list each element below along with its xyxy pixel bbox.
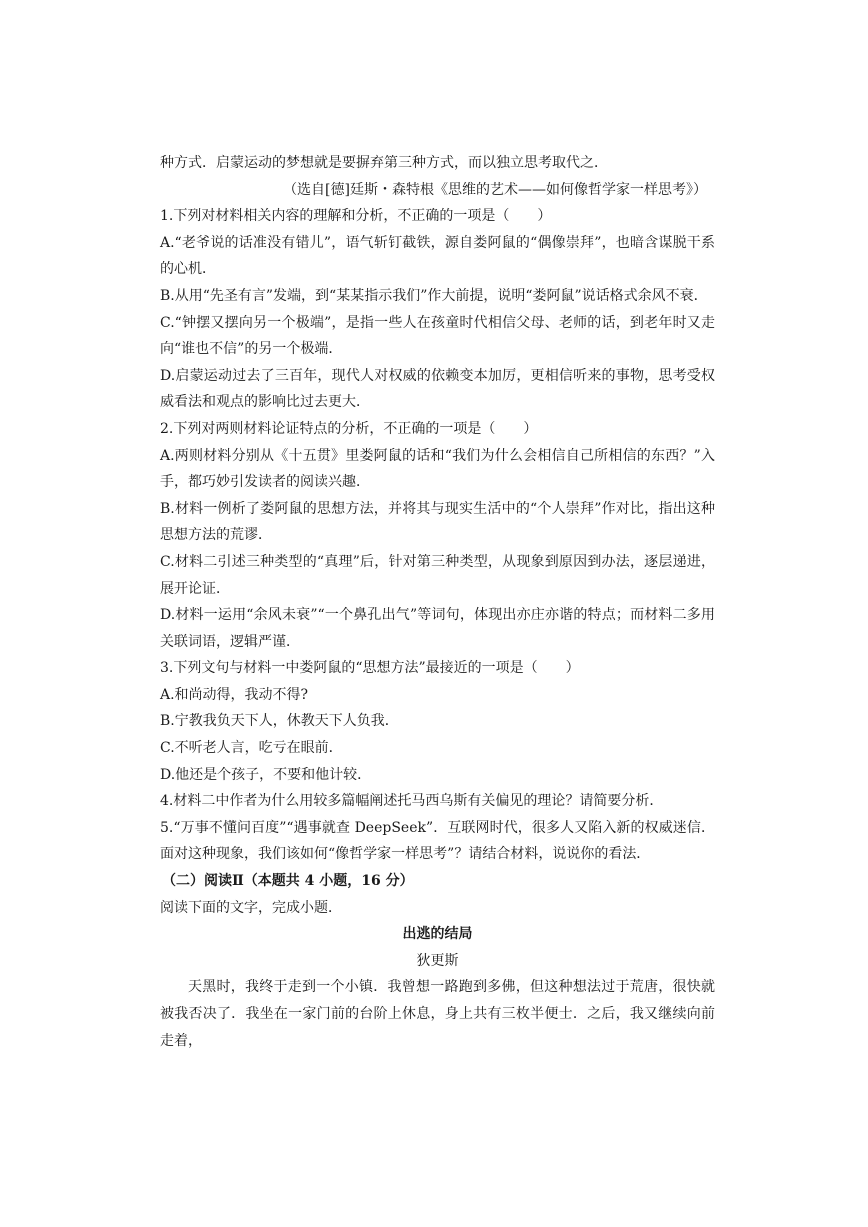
intro-line: 种方式．启蒙运动的梦想就是要摒弃第三种方式，而以独立思考取代之． [160,155,608,171]
question-2-option-c: C.材料二引述三种类型的“真理”后，针对第三种类型，从现象到原因到办法，逐层递进，展开论证． [160,553,715,597]
question-2-stem: 2.下列对两则材料论证特点的分析，不正确的一项是（ ） [160,420,538,437]
question-4: 4.材料二中作者为什么用较多篇幅阐述托马西乌斯有关偏见的理论？请简要分析． [160,793,664,810]
reading-instruction: 阅读下面的文字，完成小题． [160,899,342,916]
question-1-option-c: C.“钟摆又摆向另一个极端”，是指一些人在孩童时代相信父母、老师的话，到老年时又走向“谁也不信”的另一个极端． [160,314,715,358]
question-1 [160,203,715,416]
question-2 [160,416,715,655]
question-3-stem: 3.下列文句与材料一中娄阿鼠的“思想方法”最接近的一项是（ ） [160,660,580,677]
source-citation: （选自[德]廷斯・森特根《思维的艺术——如何像哲学家一样思考》） [283,181,707,198]
question-1-option-b: B.从用“先圣有言”发端，到“某某指示我们”作大前提，说明“娄阿鼠”说话格式余风不衰． [160,287,708,304]
section-heading: （二）阅读Ⅱ（本题共 4 小题，16 分） [162,873,414,890]
story-author: 狄更斯 [416,952,459,969]
question-1-stem: 1.下列对材料相关内容的理解和分析，不正确的一项是（ ） [160,208,552,225]
story-title: 出逃的结局 [402,926,473,943]
question-1-option-d: D.启蒙运动过去了三百年，现代人对权威的依赖变本加厉，更相信听来的事物，思考受权威看法和观点的影响比过去更大． [160,367,715,411]
question-3-option-d: D.他还是个孩子，不要和他计较． [160,766,372,783]
question-5: 5.“万事不懂问百度”“遇事就查 DeepSeek”．互联网时代，很多人又陷入新的权威迷信．面对这种现象，我们该如何“像哲学家一样思考”？请结合材料，说说你的看法． [160,819,715,863]
question-2-option-d: D.材料一运用“余风未衰”“一个鼻孔出气”等词句，体现出亦庄亦谐的特点；而材料二多用关联词语，逻辑严谨． [160,607,715,650]
question-2-option-b: B.材料一例析了娄阿鼠的思想方法，并将其与现实生活中的“个人崇拜”作对比，指出这种思想方法的荒谬． [160,500,715,544]
question-1-option-a: A.“老爷说的话准没有错儿”，语气斩钉截铁，源自娄阿鼠的“偶像崇拜”，也暗含谋脱干系的心机． [160,234,715,278]
story-paragraph: 天黑时，我终于走到一个小镇．我曾想一路跑到多佛，但这种想法过于荒唐，很快就被我否决了．我坐在一家门前的台阶上休息，身上共有三枚半便士．之后，我又继续向前走着， [160,979,715,1049]
question-3 [160,655,715,788]
page-content [160,150,715,1054]
question-3-option-c: C.不听老人言，吃亏在眼前． [160,740,343,757]
question-3-option-a: A.和尚动得，我动不得? [160,686,309,703]
question-2-option-a: A.两则材料分别从《十五贯》里娄阿鼠的话和“我们为什么会相信自己所相信的东西？”入手，都巧妙引发读者的阅读兴趣． [160,447,715,491]
question-3-option-b: B.宁教我负天下人，休教天下人负我． [160,713,399,730]
